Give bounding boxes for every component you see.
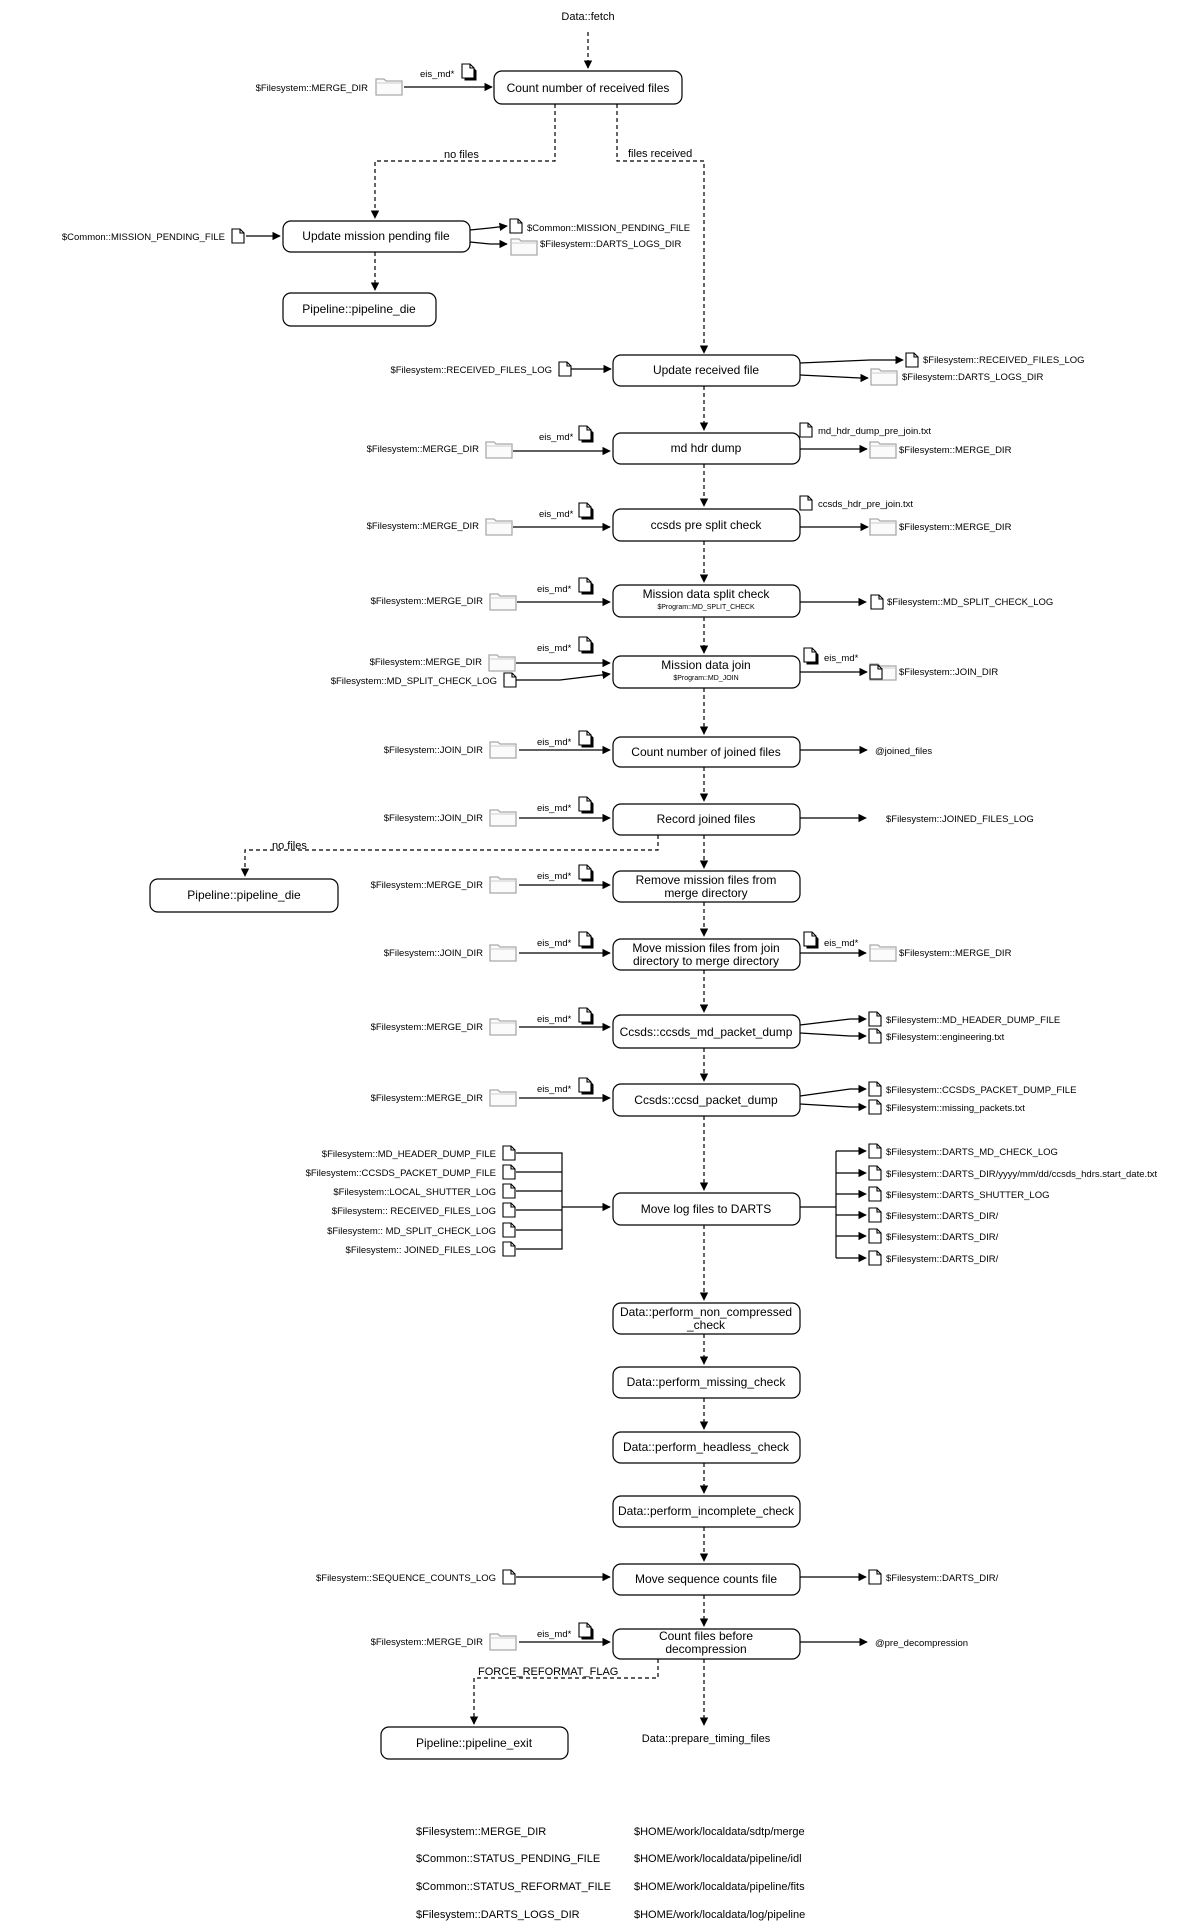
resource-label: $Filesystem::CCSDS_PACKET_DUMP_FILE bbox=[886, 1085, 1077, 1096]
resource-label: $Filesystem::MERGE_DIR bbox=[370, 596, 483, 607]
resource-label: $Filesystem::DARTS_DIR/ bbox=[886, 1573, 999, 1584]
box-incomplete-check-label: Data::perform_incomplete_check bbox=[617, 1504, 795, 1518]
folder-icon bbox=[870, 945, 896, 961]
folder-icon bbox=[511, 239, 537, 255]
legend-key: $Common::STATUS_REFORMAT_FILE bbox=[416, 1881, 611, 1893]
resource-label: $Filesystem::SEQUENCE_COUNTS_LOG bbox=[315, 1573, 496, 1584]
box-ccsds-pre-split-label: ccsds pre split check bbox=[650, 518, 762, 532]
resource-label: $Filesystem:: JOINED_FILES_LOG bbox=[345, 1245, 496, 1256]
eis-label: eis_md* bbox=[537, 1084, 572, 1095]
folder-icon bbox=[490, 742, 516, 758]
document-icon bbox=[503, 1570, 515, 1584]
eis-document-icon bbox=[579, 932, 594, 949]
resource-label: $Filesystem::MERGE_DIR bbox=[366, 521, 479, 532]
legend-value: $HOME/work/localdata/pipeline/fits bbox=[634, 1881, 805, 1893]
folder-icon bbox=[490, 877, 516, 893]
box-missing-check-label: Data::perform_missing_check bbox=[626, 1375, 786, 1389]
resource-label: $Filesystem::MERGE_DIR bbox=[899, 948, 1012, 959]
document-icon bbox=[869, 1012, 881, 1026]
start-label: Data::fetch bbox=[561, 11, 615, 23]
box-split-check-label: Mission data split check bbox=[642, 587, 770, 601]
box-die-1-label: Pipeline::pipeline_die bbox=[302, 302, 416, 316]
eis-label: eis_md* bbox=[537, 803, 572, 814]
box-join-label: Mission data join bbox=[661, 658, 751, 672]
resource-label: $Filesystem::MERGE_DIR bbox=[370, 880, 483, 891]
document-icon bbox=[871, 595, 883, 609]
folder-icon bbox=[490, 810, 516, 826]
resource-label: $Common::MISSION_PENDING_FILE bbox=[527, 223, 691, 234]
resource-label: $Filesystem::JOIN_DIR bbox=[383, 745, 483, 756]
document-icon bbox=[869, 1144, 881, 1158]
document-icon bbox=[869, 1570, 881, 1584]
resource-label: $Filesystem::MERGE_DIR bbox=[899, 445, 1012, 456]
resource-label: md_hdr_dump_pre_join.txt bbox=[818, 426, 932, 437]
document-icon bbox=[510, 219, 522, 233]
box-update-received-label: Update received file bbox=[652, 363, 760, 377]
resource-label: $Filesystem::MERGE_DIR bbox=[899, 522, 1012, 533]
document-icon bbox=[869, 1229, 881, 1243]
box-exit-label: Pipeline::pipeline_exit bbox=[415, 1736, 533, 1750]
resource-label: $Filesystem:: MD_SPLIT_CHECK_LOG bbox=[327, 1226, 496, 1237]
resource-label: $Filesystem:: RECEIVED_FILES_LOG bbox=[331, 1206, 496, 1217]
eis-document-icon bbox=[579, 1078, 594, 1095]
box-count-before-label-1: Count files before bbox=[658, 1629, 754, 1643]
document-icon bbox=[869, 1082, 881, 1096]
folder-icon bbox=[486, 519, 512, 535]
legend bbox=[416, 1826, 805, 1921]
document-icon bbox=[869, 1208, 881, 1222]
document-icon bbox=[869, 1029, 881, 1043]
legend-value: $HOME/work/localdata/pipeline/idl bbox=[634, 1853, 802, 1865]
document-icon bbox=[232, 229, 244, 243]
box-move-files-label-2: directory to merge directory bbox=[632, 954, 780, 968]
eis-document-icon bbox=[579, 865, 594, 882]
document-icon bbox=[503, 1223, 515, 1237]
resource-label: $Filesystem::JOIN_DIR bbox=[383, 948, 483, 959]
document-icon bbox=[870, 665, 882, 679]
document-icon bbox=[559, 362, 571, 376]
folder-icon bbox=[870, 442, 896, 458]
eis-label: eis_md* bbox=[537, 871, 572, 882]
box-move-logs-label: Move log files to DARTS bbox=[640, 1202, 772, 1216]
document-icon bbox=[503, 1165, 515, 1179]
document-icon bbox=[503, 1242, 515, 1256]
eis-label: eis_md* bbox=[824, 938, 859, 949]
box-move-seq-label: Move sequence counts file bbox=[634, 1572, 778, 1586]
document-icon bbox=[869, 1251, 881, 1265]
resource-label: $Filesystem::DARTS_MD_CHECK_LOG bbox=[886, 1147, 1058, 1158]
box-headless-check-label: Data::perform_headless_check bbox=[622, 1440, 790, 1454]
document-icon bbox=[503, 1203, 515, 1217]
document-icon bbox=[503, 1184, 515, 1198]
eis-document-icon bbox=[462, 64, 477, 81]
legend-key: $Filesystem::MERGE_DIR bbox=[416, 1826, 547, 1838]
eis-label: eis_md* bbox=[537, 584, 572, 595]
document-icon bbox=[800, 496, 812, 510]
resource-label: $Filesystem::LOCAL_SHUTTER_LOG bbox=[333, 1187, 496, 1198]
resource-label: $Filesystem::MERGE_DIR bbox=[370, 1022, 483, 1033]
resource-label: $Filesystem::DARTS_DIR/ bbox=[886, 1254, 999, 1265]
box-md-hdr-dump-label: md hdr dump bbox=[670, 441, 742, 455]
box-count-before-label-2: decompression bbox=[665, 1642, 747, 1656]
eis-document-icon bbox=[579, 1008, 594, 1025]
folder-icon bbox=[486, 442, 512, 458]
eis-document-icon bbox=[579, 797, 594, 814]
eis-document-icon bbox=[579, 578, 594, 595]
resource-label: $Filesystem::MERGE_DIR bbox=[255, 83, 368, 94]
edge-label-no-files-2: no files bbox=[272, 840, 307, 852]
resource-label: ccsds_hdr_pre_join.txt bbox=[818, 499, 914, 510]
box-split-check-sublabel: $Program::MD_SPLIT_CHECK bbox=[657, 604, 755, 611]
resource-label: $Filesystem::JOINED_FILES_LOG bbox=[886, 814, 1034, 825]
resource-label: $Common::MISSION_PENDING_FILE bbox=[61, 232, 225, 243]
folder-icon bbox=[870, 519, 896, 535]
box-update-pending-label: Update mission pending file bbox=[302, 229, 450, 243]
eis-document-icon bbox=[579, 503, 594, 520]
folder-icon bbox=[490, 1090, 516, 1106]
resource-label: $Filesystem::RECEIVED_FILES_LOG bbox=[923, 355, 1085, 366]
resource-label: $Filesystem::DARTS_DIR/ bbox=[886, 1232, 999, 1243]
document-icon bbox=[800, 423, 812, 437]
resource-label: $Filesystem::RECEIVED_FILES_LOG bbox=[390, 365, 552, 376]
eis-document-icon bbox=[804, 932, 819, 949]
edge-label-no-files-1: no files bbox=[444, 149, 479, 161]
resource-label: $Filesystem::MD_HEADER_DUMP_FILE bbox=[886, 1015, 1061, 1026]
box-non-compressed-label-1: Data::perform_non_compressed bbox=[619, 1305, 793, 1319]
box-remove-files-label-2: merge directory bbox=[664, 886, 748, 900]
box-remove-files-label-1: Remove mission files from bbox=[635, 873, 777, 887]
resource-label: $Filesystem::missing_packets.txt bbox=[886, 1103, 1025, 1114]
eis-label: eis_md* bbox=[824, 653, 859, 664]
legend-value: $HOME/work/localdata/log/pipeline bbox=[634, 1909, 806, 1921]
legend-key: $Filesystem::DARTS_LOGS_DIR bbox=[416, 1909, 580, 1921]
resource-label: $Filesystem::DARTS_DIR/yyyy/mm/dd/ccsds_hdrs.start_date.txt bbox=[886, 1169, 1158, 1180]
edge-label-force-reformat: FORCE_REFORMAT_FLAG bbox=[478, 1666, 619, 1678]
folder-icon bbox=[490, 1019, 516, 1035]
folder-icon bbox=[376, 79, 402, 95]
resource-label: $Filesystem::MD_SPLIT_CHECK_LOG bbox=[330, 676, 497, 687]
eis-label: eis_md* bbox=[537, 1014, 572, 1025]
resource-label: $Filesystem::MERGE_DIR bbox=[370, 1093, 483, 1104]
resource-label: $Filesystem::MERGE_DIR bbox=[366, 444, 479, 455]
folder-icon bbox=[871, 369, 897, 385]
document-icon bbox=[503, 1146, 515, 1160]
resource-label: $Filesystem::DARTS_SHUTTER_LOG bbox=[886, 1190, 1050, 1201]
eis-label: eis_md* bbox=[420, 69, 455, 80]
document-icon bbox=[869, 1100, 881, 1114]
resource-label: $Filesystem::JOIN_DIR bbox=[899, 667, 999, 678]
resource-label: $Filesystem::MERGE_DIR bbox=[370, 1637, 483, 1648]
resource-label: $Filesystem::JOIN_DIR bbox=[383, 813, 483, 824]
eis-label: eis_md* bbox=[539, 509, 574, 520]
resource-label: $Filesystem::CCSDS_PACKET_DUMP_FILE bbox=[305, 1168, 496, 1179]
eis-label: eis_md* bbox=[537, 1629, 572, 1640]
folder-icon bbox=[490, 945, 516, 961]
eis-label: eis_md* bbox=[537, 643, 572, 654]
resource-label: $Filesystem::MD_HEADER_DUMP_FILE bbox=[321, 1149, 496, 1160]
folder-icon bbox=[490, 594, 516, 610]
box-non-compressed-label-2: _check bbox=[686, 1318, 726, 1332]
eis-label: eis_md* bbox=[537, 938, 572, 949]
box-move-files-label-1: Move mission files from join bbox=[632, 941, 780, 955]
folder-icon bbox=[490, 1634, 516, 1650]
eis-document-icon bbox=[579, 637, 594, 654]
box-count-joined-label: Count number of joined files bbox=[631, 745, 781, 759]
box-count-received-label: Count number of received files bbox=[506, 81, 670, 95]
box-record-joined-label: Record joined files bbox=[656, 812, 756, 826]
box-md-packet-dump-label: Ccsds::ccsds_md_packet_dump bbox=[619, 1025, 793, 1039]
legend-value: $HOME/work/localdata/sdtp/merge bbox=[634, 1826, 805, 1838]
resource-label: $Filesystem::DARTS_LOGS_DIR bbox=[902, 372, 1044, 383]
document-icon bbox=[869, 1187, 881, 1201]
box-packet-dump-label: Ccsds::ccsd_packet_dump bbox=[634, 1093, 778, 1107]
eis-label: eis_md* bbox=[539, 432, 574, 443]
eis-document-icon bbox=[579, 731, 594, 748]
document-icon bbox=[906, 353, 918, 367]
document-icon bbox=[869, 1166, 881, 1180]
resource-label: $Filesystem::engineering.txt bbox=[886, 1032, 1005, 1043]
eis-document-icon bbox=[579, 1623, 594, 1640]
resource-label: @pre_decompression bbox=[875, 1638, 969, 1649]
eis-document-icon bbox=[804, 648, 819, 665]
resource-label: $Filesystem::MERGE_DIR bbox=[369, 657, 482, 668]
box-join-sublabel: $Program::MD_JOIN bbox=[673, 675, 739, 682]
box-die-2-label: Pipeline::pipeline_die bbox=[187, 888, 301, 902]
resource-label: $Filesystem::DARTS_DIR/ bbox=[886, 1211, 999, 1222]
document-icon bbox=[504, 673, 516, 687]
resource-label: $Filesystem::MD_SPLIT_CHECK_LOG bbox=[887, 597, 1054, 608]
eis-label: eis_md* bbox=[537, 737, 572, 748]
eis-document-icon bbox=[579, 426, 594, 443]
end-label: Data::prepare_timing_files bbox=[641, 1733, 771, 1745]
resource-label: @joined_files bbox=[875, 746, 933, 757]
edge-label-files-received: files received bbox=[628, 148, 693, 160]
legend-key: $Common::STATUS_PENDING_FILE bbox=[416, 1853, 601, 1865]
folder-icon bbox=[489, 655, 515, 671]
resource-label: $Filesystem::DARTS_LOGS_DIR bbox=[540, 239, 682, 250]
